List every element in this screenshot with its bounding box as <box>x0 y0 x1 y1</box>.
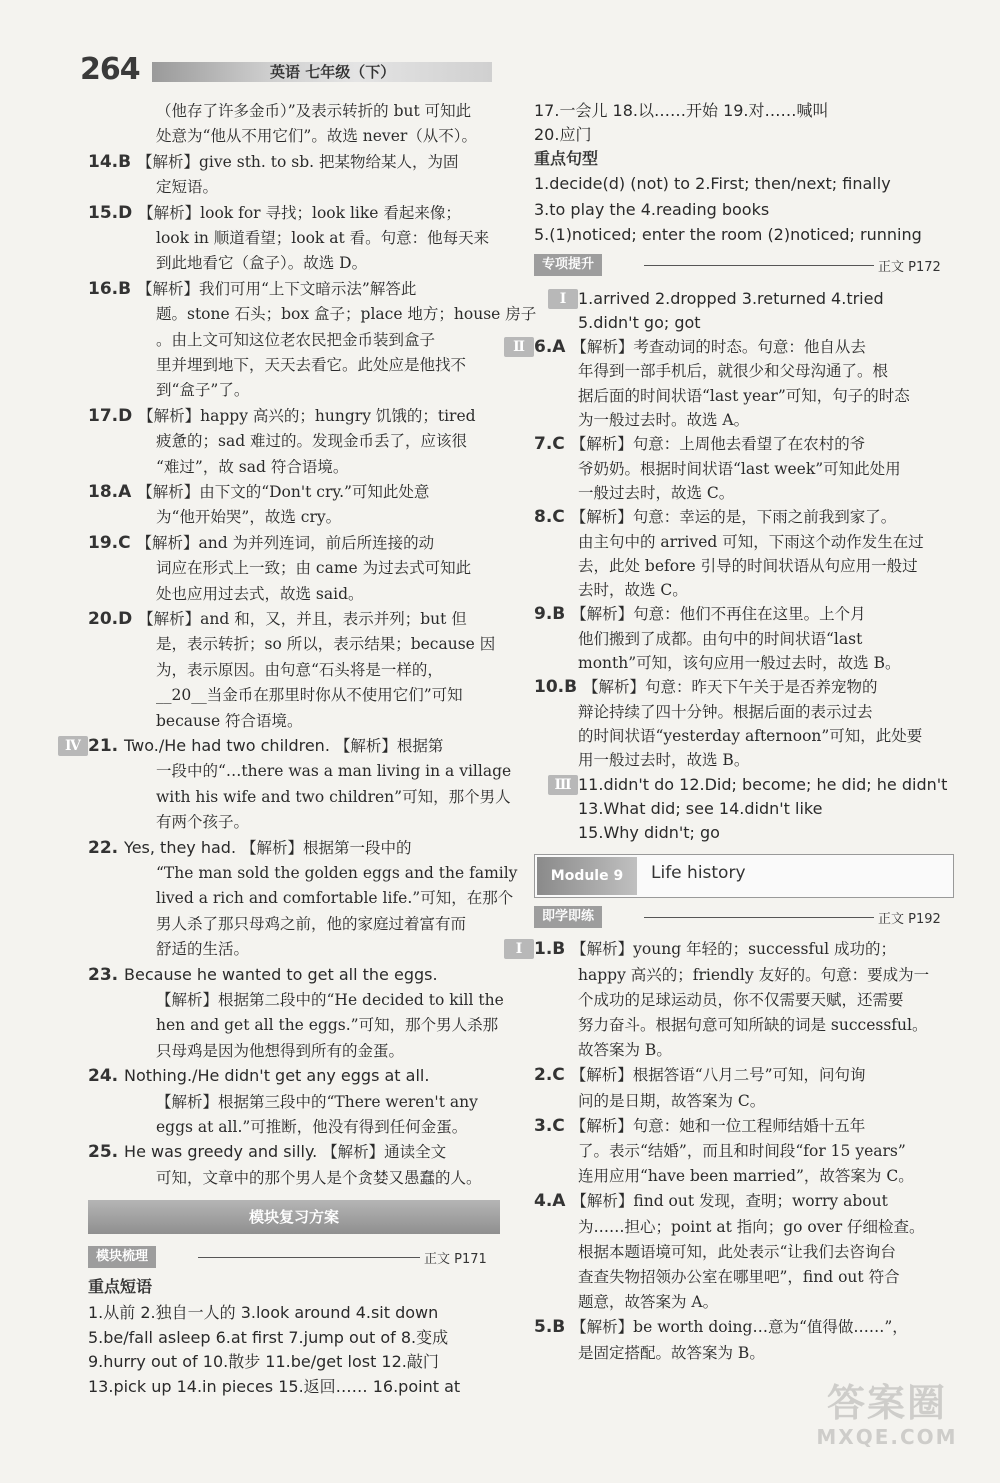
arrow-line <box>198 1257 420 1258</box>
text-line <box>578 555 918 577</box>
module-tag: Module 9 <box>537 857 637 895</box>
text-line <box>156 557 471 579</box>
explanation-text: 为……担心；point at 指向；go over 仔细检查。 <box>578 1217 925 1236</box>
text-line <box>88 151 458 173</box>
text-line <box>578 1039 672 1061</box>
explanation-text: 【解析】根据第二段中的“He decided to kill the <box>156 991 504 1009</box>
explanation-text: 【解析】find out 发现，查明；worry about <box>571 1192 888 1211</box>
explanation-text: 查查失物招领办公室在哪里吧”，find out 符合 <box>578 1268 900 1286</box>
text-line <box>156 1040 404 1062</box>
text-line <box>515 938 897 960</box>
part-number-badge: Ⅳ <box>58 736 88 756</box>
text-line <box>578 312 701 334</box>
question-number: 14.B <box>88 151 137 172</box>
question-number: 6.A <box>534 337 572 358</box>
explanation-text: 一段中的“…there was a man living in a village <box>156 762 512 781</box>
text-line <box>88 1141 446 1163</box>
explanation-text: （他存了许多金币）”及表示转折的 but 可知此 <box>156 102 472 120</box>
subsection-bar <box>534 906 954 928</box>
explanation-text: 根据本题语境可知，此处表示“让我们去咨询台 <box>578 1242 896 1261</box>
text-line <box>578 385 910 407</box>
text-line <box>578 409 749 431</box>
subsection-bar <box>534 254 954 276</box>
text-line <box>156 862 517 884</box>
text-line <box>554 774 948 796</box>
phrase-line: 9.hurry out of 10.散步 11.be/get lost 12.敲门 <box>88 1352 439 1372</box>
text-line <box>156 227 489 249</box>
question-number: 16.B <box>88 278 137 299</box>
text-line <box>156 659 443 681</box>
explanation-text: 【解析】句意：昨天下午关于是否养宠物的 <box>583 678 878 697</box>
page-number: 264 <box>80 52 140 87</box>
sentences-heading: 重点句型 <box>534 149 599 168</box>
phrase-line: 5.be/fall asleep 6.at first 7.jump out of 8.变成 <box>88 1327 449 1347</box>
question-number: 23. <box>88 964 125 985</box>
explanation-text: with his wife and two children”可知，那个男人 <box>156 787 511 806</box>
explanation-text: 定短语。 <box>156 178 219 197</box>
text-line <box>578 1140 906 1162</box>
text-line <box>578 652 900 674</box>
answer-text: 13.What did; see 14.didn't like <box>578 798 823 818</box>
answer-text: 5.didn't go; got <box>578 312 701 332</box>
text-line <box>88 278 416 300</box>
question-number: 5.B <box>534 1317 572 1338</box>
explanation-text: 为，表示原因。由句意“石头将是一样的， <box>156 660 443 679</box>
explanation-text: 连用应用“have been married”，故答案为 C。 <box>578 1167 914 1186</box>
text-line <box>578 1241 896 1263</box>
explanation-text: 【解析】and 和，又，并且，表示并列；but 但 <box>138 610 467 628</box>
explanation-text: 舒适的生活。 <box>156 940 250 959</box>
text-line <box>156 329 435 351</box>
phrase-line: 13.pick up 14.in pieces 15.返回…… 16.point at <box>88 1376 461 1396</box>
text-line <box>156 354 466 376</box>
explanation-text: 到“盒子”了。 <box>156 381 250 400</box>
explanation-text: 【解析】句意：幸运的是，下雨之前我到家了。 <box>570 508 897 527</box>
text-line <box>88 964 438 986</box>
text-line <box>156 989 504 1011</box>
question-number: 21. <box>88 736 125 756</box>
explanation-text: 【解析】根据答语“八月二号”可知，问句询 <box>570 1066 866 1085</box>
explanation-text: 【解析】look for 寻找；look like 看起来像； <box>138 203 461 222</box>
text-line <box>156 710 303 732</box>
text-line <box>534 603 866 625</box>
text-line <box>534 433 865 455</box>
page-header <box>80 52 500 92</box>
explanation-text: hen and get all the eggs.”可知，那个男人杀那 <box>156 1016 499 1035</box>
text-line <box>578 579 688 601</box>
question-number: 18.A <box>88 482 138 502</box>
answer-text: Two./He had two children. <box>124 736 330 755</box>
explanation-text: 词应在形式上一致；由 came 为过去式可知此 <box>156 559 472 578</box>
part-number-badge: Ⅰ <box>504 939 534 959</box>
text-line <box>578 1291 718 1313</box>
text-line <box>156 100 471 122</box>
book-title: 英语 七年级（下） <box>270 63 396 81</box>
explanation-text: 【解析】句意：上周他去看望了在农村的爷 <box>570 435 866 454</box>
explanation-text: 到此地看它（盒子）。故选 D。 <box>156 254 368 273</box>
text-line <box>156 1116 467 1138</box>
explanation-text: 【解析】young 年轻的；successful 成功的； <box>571 940 897 959</box>
explanation-text: 【解析】根据第三段中的“There weren't any <box>156 1092 478 1111</box>
subsection-label: 模块梳理 <box>88 1246 156 1268</box>
explanation-text: 一般过去时，故选 C。 <box>578 483 735 502</box>
text-line <box>156 684 463 706</box>
explanation-text: 了。表示“结婚”，而且和时间段“for 15 years” <box>578 1142 906 1160</box>
question-number: 3.C <box>534 1115 571 1136</box>
text-line <box>578 964 929 986</box>
explanation-text: 【解析】由下文的“Don't cry.”可知此处意 <box>137 483 430 501</box>
text-line <box>88 202 461 224</box>
answer-text: Yes, they had. <box>124 837 237 857</box>
part-number-badge: Ⅱ <box>504 337 534 357</box>
explanation-text: 爷奶奶。根据时间状语“last week”可知此处用 <box>578 459 901 478</box>
text-line <box>578 822 720 844</box>
explanation-text: 【解析】根据第一段中的 <box>236 838 412 857</box>
text-line <box>156 252 367 274</box>
module-header <box>534 854 954 898</box>
module-title: Life history <box>651 863 746 884</box>
explanation-text: 处也应用过去式，故选 said。 <box>156 584 364 603</box>
text-line <box>88 532 434 554</box>
page-reference: 正文 P172 <box>878 259 941 275</box>
explanation-text: 【解析】考查动词的时态。句意：他自从去 <box>571 338 866 357</box>
explanation-text: 【解析】give sth. to sb. 把某物给某人，为固 <box>137 152 459 171</box>
explanation-text: 男人杀了那只母鸡之前，他的家庭过着富有而 <box>156 914 467 933</box>
text-line <box>156 1091 478 1113</box>
text-line <box>156 303 536 325</box>
explanation-text: “难过”，故 sad 符合语境。 <box>156 457 349 476</box>
answer-text: He was greedy and silly. <box>124 1142 318 1162</box>
explanation-text: 是固定搭配。故答案为 B。 <box>578 1343 765 1362</box>
text-line <box>156 430 467 452</box>
text-line <box>534 506 896 528</box>
text-line <box>156 506 341 528</box>
text-line <box>578 482 734 504</box>
explanation-text: 可知，文章中的那个男人是个贪婪又愚蠢的人。 <box>156 1168 482 1187</box>
explanation-text: 题。stone 石头；box 盒子；place 地方；house 房子 <box>156 305 537 324</box>
phrase-line: 1.从前 2.独自一人的 3.look around 4.sit down <box>88 1303 439 1323</box>
text-line <box>88 608 467 630</box>
text-line <box>578 1216 925 1238</box>
question-number: 8.C <box>534 507 571 528</box>
watermark <box>802 1381 972 1461</box>
question-number: 7.C <box>534 434 571 455</box>
question-number: 10.B <box>534 677 583 698</box>
text-line <box>156 760 511 782</box>
text-line <box>156 786 511 808</box>
explanation-text: 【解析】句意：他们不再住在这里。上个月 <box>571 605 866 624</box>
explanation-text: 里并埋到地下，天天去看它。此处应是他找不 <box>156 356 467 374</box>
explanation-text: 【解析】根据第 <box>329 737 444 755</box>
explanation-text: 去时，故选 C。 <box>578 581 688 600</box>
subsection-label: 即学即练 <box>534 906 602 928</box>
question-number: 20.D <box>88 609 139 629</box>
text-line <box>534 1190 888 1212</box>
sentence-line: 3.to play the 4.reading books <box>534 199 770 219</box>
explanation-text: 【解析】and 为并列连词，前后所连接的动 <box>136 533 435 552</box>
text-line <box>559 288 884 310</box>
text-line <box>578 1165 914 1187</box>
question-number: 22. <box>88 837 125 858</box>
explanation-text: 去，此处 before 引导的时间状语从句应用一般过 <box>578 556 918 575</box>
text-line <box>88 1065 429 1087</box>
question-number: 2.C <box>534 1065 571 1086</box>
subsection-label: 专项提升 <box>534 254 602 276</box>
question-number: 24. <box>88 1066 125 1087</box>
explanation-text: 为一般过去时。故选 A。 <box>578 411 750 429</box>
explanation-text: 是，表示转折；so 所以，表示结果；because 因 <box>156 635 496 654</box>
text-line <box>534 1064 866 1086</box>
text-line <box>534 1316 908 1338</box>
arrow-line <box>644 917 874 918</box>
answer-text: Nothing./He didn't get any eggs at all. <box>124 1066 430 1086</box>
explanation-text: 他们搬到了成都。由句中的时间状语“last <box>578 629 863 648</box>
text-line <box>578 989 904 1011</box>
phrase-line: 17.一会儿 18.以……开始 19.对……喊叫 <box>534 101 829 120</box>
text-line <box>578 531 924 553</box>
text-line <box>156 887 513 909</box>
text-line <box>534 676 878 698</box>
text-line <box>88 405 476 427</box>
text-line <box>578 628 862 650</box>
text-line <box>578 1090 765 1112</box>
explanation-text: 个成功的足球运动员，你不仅需要天赋，还需要 <box>578 990 904 1009</box>
text-line <box>156 633 495 655</box>
arrow-line <box>644 265 874 266</box>
text-line <box>156 176 218 198</box>
sentence-line: 5.(1)noticed; enter the room (2)noticed; running <box>534 225 922 244</box>
explanation-text: because 符合语境。 <box>156 711 303 730</box>
text-line <box>578 1266 900 1288</box>
explanation-text: 处意为“他从不用它们”。故选 never（从不）。 <box>156 127 478 146</box>
text-line <box>156 938 249 960</box>
question-number: 25. <box>88 1142 125 1163</box>
text-line <box>88 837 411 859</box>
explanation-text: 为“他开始哭”，故选 cry。 <box>156 508 342 527</box>
text-line <box>156 456 348 478</box>
question-number: 4.A <box>534 1191 572 1212</box>
explanation-text: 【解析】happy 高兴的；hungry 饥饿的；tired <box>138 406 476 425</box>
text-line <box>578 749 749 771</box>
text-line <box>578 798 822 820</box>
explanation-text: 的时间状语“yesterday afternoon”可知，此处要 <box>578 726 923 745</box>
explanation-text: 由主句中的 arrived 可知，下雨这个动作发生在过 <box>578 532 924 551</box>
question-number: 17.D <box>88 405 139 426</box>
sentence-line: 1.decide(d) (not) to 2.First; then/next; finally <box>534 174 891 193</box>
explanation-text: happy 高兴的；friendly 友好的。句意：要成为一 <box>578 965 930 984</box>
text-line <box>88 481 429 503</box>
text-line <box>156 125 477 147</box>
answer-text: Because he wanted to get all the eggs. <box>124 964 438 984</box>
explanation-text: 问的是日期，故答案为 C。 <box>578 1091 766 1110</box>
phrases-heading: 重点短语 <box>88 1277 153 1297</box>
question-number: 15.D <box>88 202 139 223</box>
text-line <box>65 735 444 757</box>
text-line <box>578 725 922 747</box>
explanation-text: 辩论持续了四十分钟。根据后面的表示过去 <box>578 702 873 721</box>
section-banner: 模块复习方案 <box>88 1200 500 1234</box>
text-line <box>578 1342 765 1364</box>
answer-text: 11.didn't do 12.Did; become; he did; he didn't <box>578 774 948 794</box>
text-line <box>534 1115 865 1137</box>
watermark-title: 答案圈 <box>826 1381 947 1425</box>
explanation-text: month”可知，该句应用一般过去时，故选 B。 <box>578 654 901 672</box>
text-line <box>156 811 249 833</box>
explanation-text: 据后面的时间状语“last year”可知，句子的时态 <box>578 386 910 405</box>
page-reference: 正文 P171 <box>424 1252 487 1268</box>
explanation-text: 【解析】be worth doing…意为“值得做……”， <box>571 1318 908 1337</box>
explanation-text: __20__当金币在那里时你从不使用它们”可知 <box>156 686 463 705</box>
explanation-text: 【解析】通读全文 <box>317 1143 447 1162</box>
explanation-text: lived a rich and comfortable life.”可知，在那个 <box>156 889 514 908</box>
text-line <box>578 701 873 723</box>
text-line <box>513 336 866 358</box>
explanation-text: look in 顺道看望；look at 看。句意：他每天来 <box>156 229 490 247</box>
explanation-text: 只母鸡是因为他想得到所有的金蛋。 <box>156 1041 405 1060</box>
watermark-url: MXQE.COM <box>816 1425 958 1449</box>
explanation-text: “The man sold the golden eggs and the family <box>156 864 518 882</box>
subsection-bar <box>88 1246 500 1268</box>
explanation-text: 【解析】句意：她和一位工程师结婚十五年 <box>570 1116 866 1135</box>
answer-text: 15.Why didn't; go <box>578 823 720 843</box>
text-line <box>156 583 364 605</box>
answer-text: 1.arrived 2.dropped 3.returned 4.tried <box>578 288 884 308</box>
text-line <box>578 458 901 480</box>
text-line <box>578 360 888 382</box>
text-line <box>156 913 466 935</box>
explanation-text: 努力奋斗。根据句意可知所缺的词是 successful。 <box>578 1016 928 1034</box>
question-number: 9.B <box>534 604 572 625</box>
explanation-text: 用一般过去时，故选 B。 <box>578 751 750 770</box>
explanation-text: 有两个孩子。 <box>156 813 250 832</box>
part-number-badge: Ⅲ <box>548 775 578 795</box>
text-line <box>156 1167 482 1189</box>
part-number-badge: Ⅰ <box>548 289 578 309</box>
explanation-text: eggs at all.”可推断，他没有得到任何金蛋。 <box>156 1118 468 1136</box>
explanation-text: 【解析】我们可用“上下文暗示法”解答此 <box>137 279 417 298</box>
explanation-text: 年得到一部手机后，就很少和父母沟通了。根 <box>578 362 889 381</box>
explanation-text: 题意，故答案为 A。 <box>578 1293 719 1312</box>
explanation-text: 疲惫的；sad 难过的。发现金币丢了，应该很 <box>156 432 468 451</box>
text-line <box>156 379 249 401</box>
phrase-line: 20.应门 <box>534 125 592 144</box>
page-reference: 正文 P192 <box>878 912 941 928</box>
text-line <box>156 1014 498 1036</box>
explanation-text: 故答案为 B。 <box>578 1041 672 1060</box>
question-number: 19.C <box>88 532 137 553</box>
explanation-text: 。由上文可知这位老农民把金币装到盒子 <box>156 330 436 349</box>
question-number: 1.B <box>534 939 572 960</box>
text-line <box>578 1014 928 1036</box>
